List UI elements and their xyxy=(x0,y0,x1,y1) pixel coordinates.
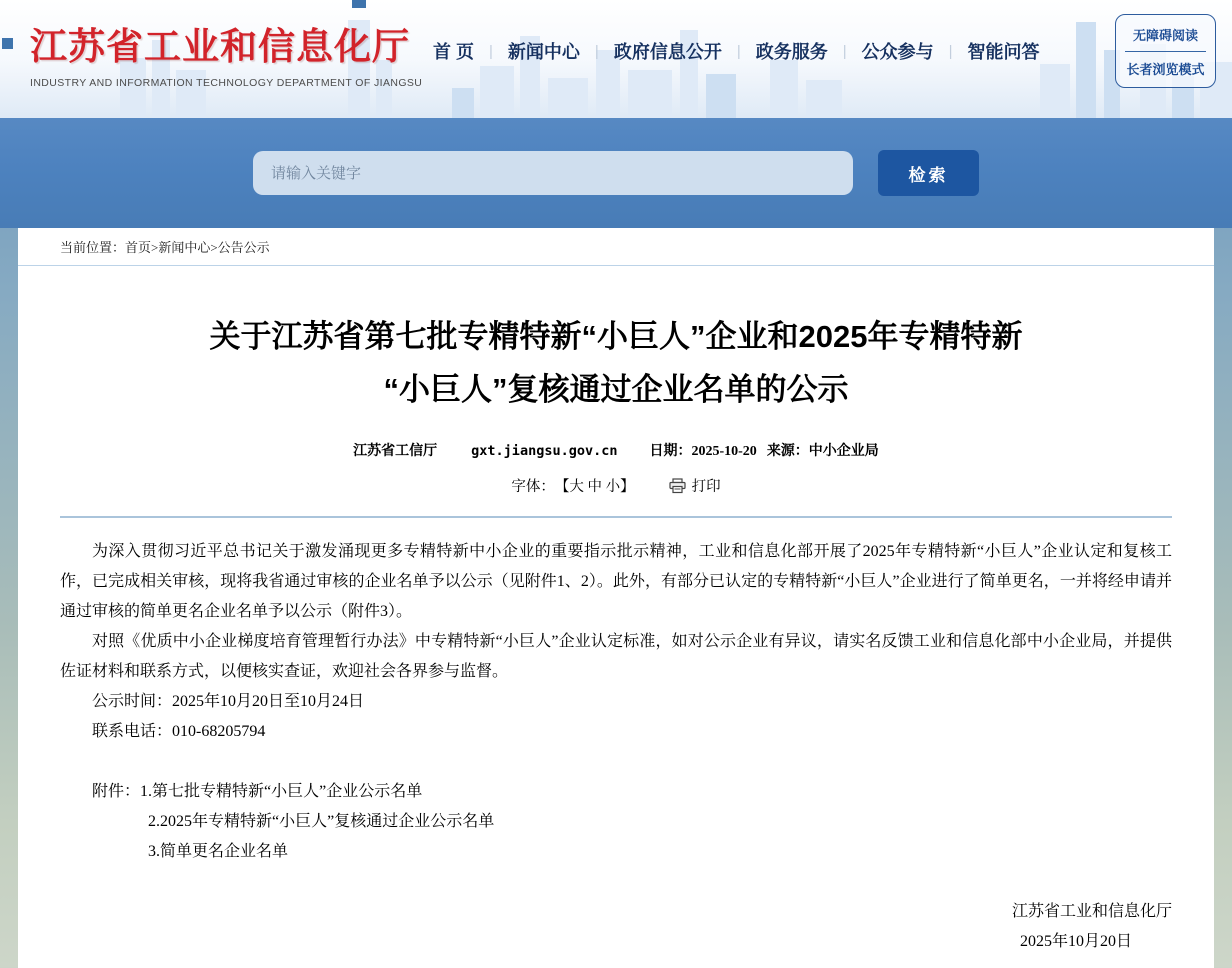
attachments-list xyxy=(60,777,1172,867)
attachments-label: 附件： xyxy=(92,783,141,800)
nav-item-home[interactable]: 首 页 xyxy=(433,42,475,62)
attachment-row xyxy=(60,777,1172,807)
meta-source: 来源：中小企业局 xyxy=(766,444,879,459)
article-meta xyxy=(60,440,1172,460)
print-label: 打印 xyxy=(691,479,721,495)
main-nav xyxy=(433,38,1040,64)
site-logo xyxy=(30,16,422,89)
content-panel xyxy=(18,228,1214,968)
page-title-line2: “小巨人”复核通过企业名单的公示 xyxy=(383,372,849,407)
attachment-link-2[interactable]: 2.2025年专精特新“小巨人”复核通过企业公示名单 xyxy=(148,813,495,830)
paragraph-1: 为深入贯彻习近平总书记关于激发涌现更多专精特新中小企业的重要指示批示精神，工业和信息化部开展了2025年专精特新“小巨人”企业认定和复核工作，已完成相关审核，现将我省通过审核的企业名单予以公示（见附件1、2）。此外，有部分已认定的专精特新“小巨人”企业进行了简单更名，一并将经申请并通过审核的简单更名企业名单予以公示（附件3）。 xyxy=(60,543,1172,620)
elder-mode-link[interactable]: 长者浏览模式 xyxy=(1126,62,1205,77)
print-button[interactable] xyxy=(669,475,721,496)
attachment-link-3[interactable]: 3.简单更名企业名单 xyxy=(148,843,289,860)
search-button[interactable]: 检索 xyxy=(878,150,979,196)
nav-item-participation[interactable]: 公众参与 xyxy=(861,42,934,62)
attachment-row xyxy=(60,837,1172,867)
article-body xyxy=(60,537,1172,957)
breadcrumb xyxy=(18,228,1214,266)
accessible-reading-link[interactable]: 无障碍阅读 xyxy=(1132,28,1198,43)
nav-separator: | xyxy=(594,42,599,60)
nav-item-gov-info[interactable]: 政府信息公开 xyxy=(613,42,722,62)
attachment-link-1[interactable]: 1.第七批专精特新“小巨人”企业公示名单 xyxy=(140,783,423,800)
meta-website: gxt.jiangsu.gov.cn xyxy=(471,443,618,459)
signature-block xyxy=(60,897,1172,957)
meta-date: 日期：2025-10-20 xyxy=(649,444,757,459)
font-size-options[interactable]: 【大 中 小】 xyxy=(554,479,635,495)
paragraph-2: 对照《优质中小企业梯度培育管理暂行办法》中专精特新“小巨人”企业认定标准，如对公示企业有异议，请实名反馈工业和信息化部中小企业局，并提供佐证材料和联系方式，以便核实查证，欢迎社会各界参与监督。 xyxy=(60,633,1172,680)
accessibility-divider xyxy=(1125,51,1206,52)
page-title-line1: 关于江苏省第七批专精特新“小巨人”企业和2025年专精特新 xyxy=(209,319,1023,354)
breadcrumb-label: 当前位置： xyxy=(60,240,126,255)
signature-org: 江苏省工业和信息化厅 xyxy=(1011,903,1172,920)
breadcrumb-path[interactable]: 首页>新闻中心>公告公示 xyxy=(125,240,270,255)
attachment-row xyxy=(60,807,1172,837)
nav-item-smart-qa[interactable]: 智能问答 xyxy=(967,42,1040,62)
search-group xyxy=(253,150,979,196)
accessibility-box xyxy=(1115,14,1216,88)
logo-subtitle: INDUSTRY AND INFORMATION TECHNOLOGY DEPARTMENT OF JIANGSU xyxy=(30,77,423,89)
meta-department: 江苏省工信厅 xyxy=(353,444,438,459)
nav-separator: | xyxy=(948,42,953,60)
nav-separator: | xyxy=(736,42,741,60)
nav-item-news[interactable]: 新闻中心 xyxy=(507,42,580,62)
font-size-label: 字体： xyxy=(511,479,555,495)
title-divider xyxy=(60,516,1172,518)
publicity-period: 公示时间：2025年10月20日至10月24日 xyxy=(92,693,365,710)
site-header xyxy=(0,0,1232,118)
nav-separator: | xyxy=(489,42,493,60)
contact-phone: 联系电话：010-68205794 xyxy=(92,723,266,740)
nav-item-services[interactable]: 政务服务 xyxy=(755,42,828,62)
article xyxy=(18,310,1214,968)
nav-separator: | xyxy=(842,42,847,60)
search-band xyxy=(0,118,1232,228)
printer-icon xyxy=(669,478,686,494)
article-toolbar xyxy=(60,475,1172,496)
search-input[interactable] xyxy=(253,151,853,195)
logo-title: 江苏省工业和信息化厅 xyxy=(30,26,410,67)
signature-date: 2025年10月20日 xyxy=(1019,933,1132,950)
page-title xyxy=(76,310,1156,416)
